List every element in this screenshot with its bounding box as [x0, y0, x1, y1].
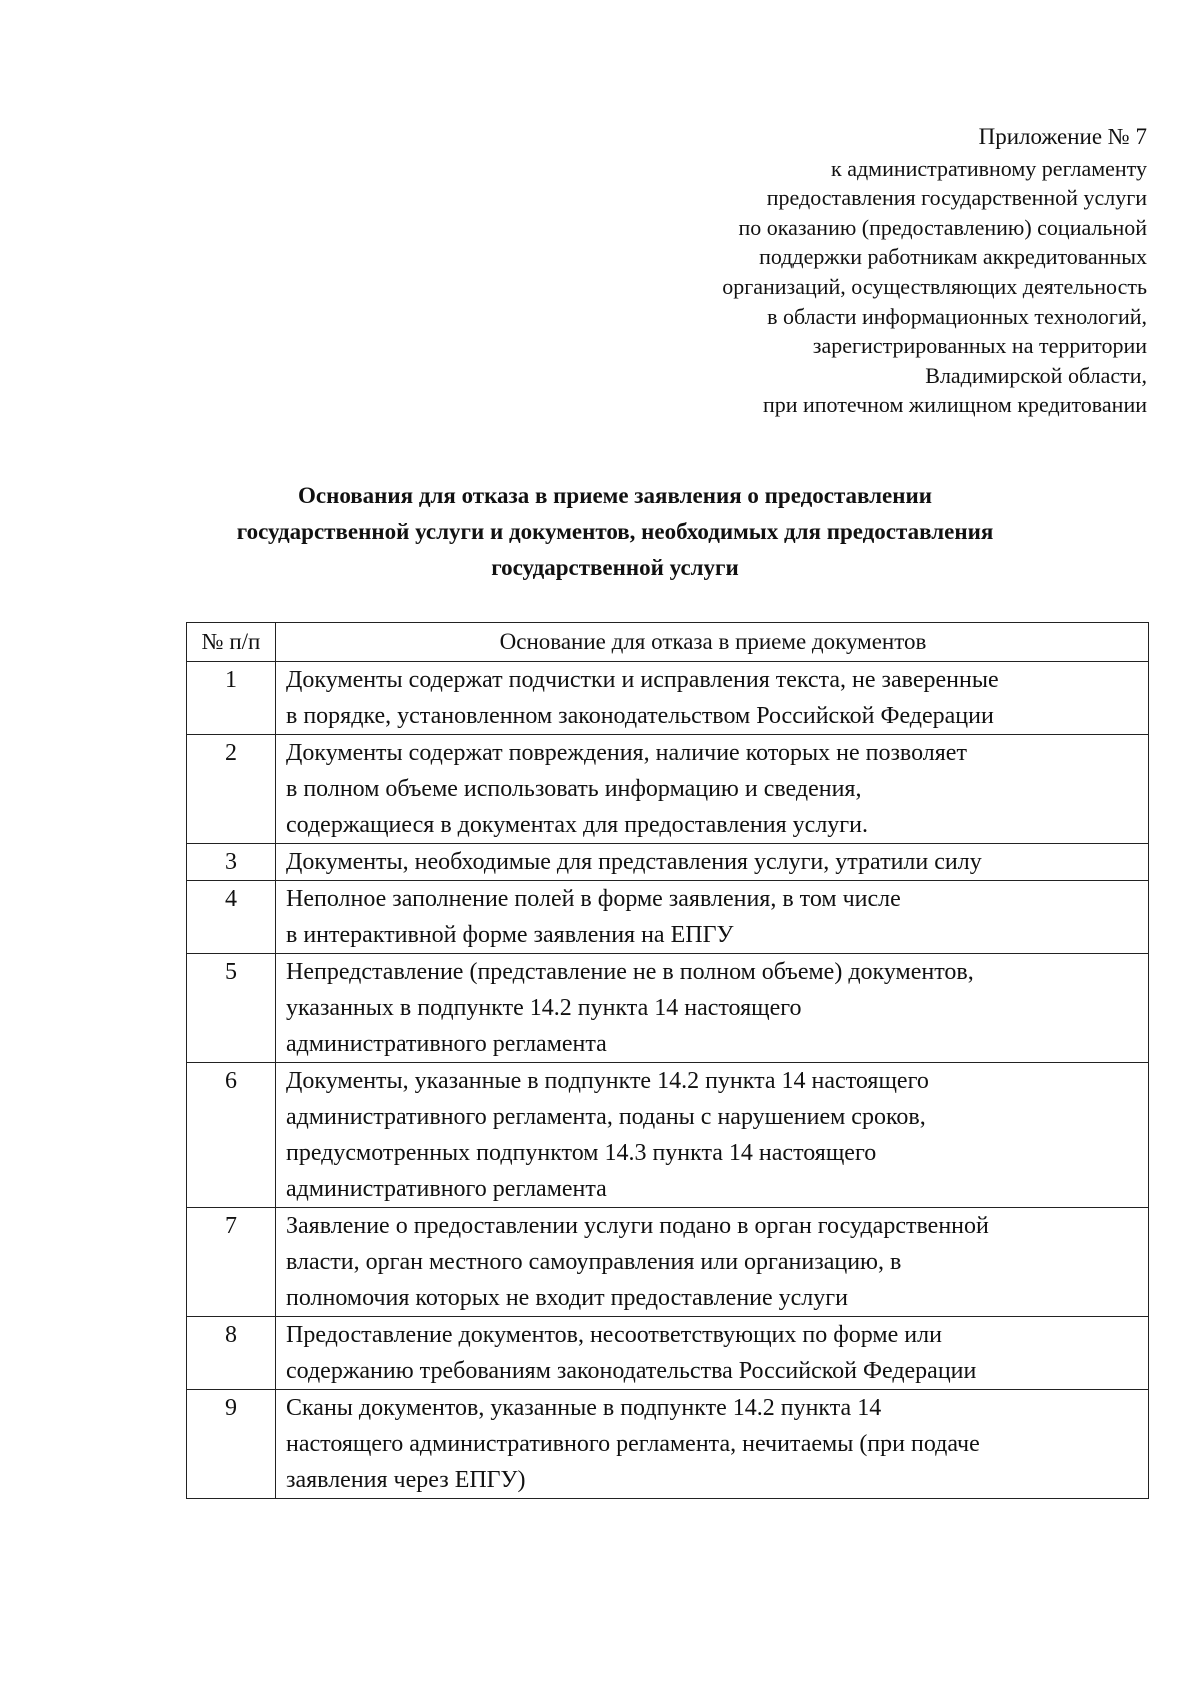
row-number: 8 — [187, 1317, 276, 1390]
refusal-reasons-table — [186, 622, 1149, 1499]
reason-line: настоящего административного регламента, нечитаемы (при подаче — [286, 1431, 980, 1457]
reason-line: указанных в подпункте 14.2 пункта 14 настоящего — [286, 995, 802, 1021]
table-row — [187, 844, 1149, 881]
title-line: Основания для отказа в приеме заявления о предоставлении — [297, 483, 933, 508]
table-row — [187, 1208, 1149, 1317]
row-number: 4 — [187, 881, 276, 954]
reason-line: Предоставление документов, несоответствующих по форме или — [286, 1322, 942, 1348]
reason-line: в интерактивной форме заявления на ЕПГУ — [286, 922, 734, 948]
appendix-line: зарегистрированных на территории — [812, 333, 1147, 359]
header-number: № п/п — [187, 623, 276, 662]
appendix-line: поддержки работникам аккредитованных — [759, 244, 1147, 270]
row-reason — [276, 1208, 1149, 1317]
reason-line: в полном объеме использовать информацию и сведения, — [286, 776, 862, 802]
reason-line: Документы, указанные в подпункте 14.2 пункта 14 настоящего — [286, 1068, 929, 1094]
appendix-line: при ипотечном жилищном кредитовании — [762, 392, 1147, 418]
row-number: 7 — [187, 1208, 276, 1317]
table-row — [187, 1063, 1149, 1208]
table-header-row — [187, 623, 1149, 662]
appendix-line: по оказанию (предоставлению) социальной — [738, 214, 1147, 240]
reason-line: Сканы документов, указанные в подпункте 14.2 пункта 14 — [286, 1395, 882, 1421]
row-reason — [276, 844, 1149, 881]
reason-line: в порядке, установленном законодательством Российской Федерации — [286, 703, 994, 729]
reason-line: Неполное заполнение полей в форме заявления, в том числе — [286, 886, 901, 912]
table-row — [187, 1317, 1149, 1390]
reason-line: Непредставление (представление не в полном объеме) документов, — [286, 959, 974, 985]
row-reason — [276, 662, 1149, 735]
title-line: государственной услуги — [491, 555, 739, 580]
appendix-line: в области информационных технологий, — [767, 303, 1147, 329]
reason-line: власти, орган местного самоуправления или организацию, в — [286, 1249, 902, 1275]
reason-line: административного регламента — [286, 1031, 607, 1057]
appendix-header — [722, 122, 1147, 420]
row-reason — [276, 881, 1149, 954]
row-number: 3 — [187, 844, 276, 881]
row-number: 6 — [187, 1063, 276, 1208]
reason-line: Документы содержат повреждения, наличие которых не позволяет — [286, 740, 967, 766]
reason-line: предусмотренных подпунктом 14.3 пункта 14 настоящего — [286, 1140, 877, 1166]
row-number: 9 — [187, 1390, 276, 1499]
row-reason — [276, 1063, 1149, 1208]
table-row — [187, 1390, 1149, 1499]
reason-line: Документы, необходимые для представления услуги, утратили силу — [286, 849, 982, 875]
document-title — [200, 478, 1030, 586]
reason-line: полномочия которых не входит предоставление услуги — [286, 1285, 848, 1311]
reason-line: Заявление о предоставлении услуги подано в орган государственной — [286, 1213, 989, 1239]
reason-line: административного регламента, поданы с нарушением сроков, — [286, 1104, 926, 1130]
row-reason — [276, 1317, 1149, 1390]
row-reason — [276, 1390, 1149, 1499]
row-reason — [276, 954, 1149, 1063]
reason-line: содержащиеся в документах для предоставления услуги. — [286, 812, 868, 838]
reason-line: административного регламента — [286, 1176, 607, 1202]
reason-line: заявления через ЕПГУ) — [286, 1467, 526, 1493]
table-row — [187, 881, 1149, 954]
row-number: 2 — [187, 735, 276, 844]
appendix-line: Приложение № 7 — [978, 124, 1147, 149]
reason-line: содержанию требованиям законодательства Российской Федерации — [286, 1358, 977, 1384]
header-reason: Основание для отказа в приеме документов — [276, 623, 1149, 662]
table-row — [187, 662, 1149, 735]
table-row — [187, 954, 1149, 1063]
row-number: 1 — [187, 662, 276, 735]
appendix-line: к административному регламенту — [831, 155, 1147, 181]
title-line: государственной услуги и документов, необходимых для предоставления — [236, 519, 994, 544]
reason-line: Документы содержат подчистки и исправления текста, не заверенные — [286, 667, 999, 693]
table-row — [187, 735, 1149, 844]
appendix-line: организаций, осуществляющих деятельность — [722, 273, 1147, 299]
row-reason — [276, 735, 1149, 844]
appendix-line: предоставления государственной услуги — [766, 185, 1147, 211]
row-number: 5 — [187, 954, 276, 1063]
appendix-line: Владимирской области, — [925, 362, 1147, 388]
